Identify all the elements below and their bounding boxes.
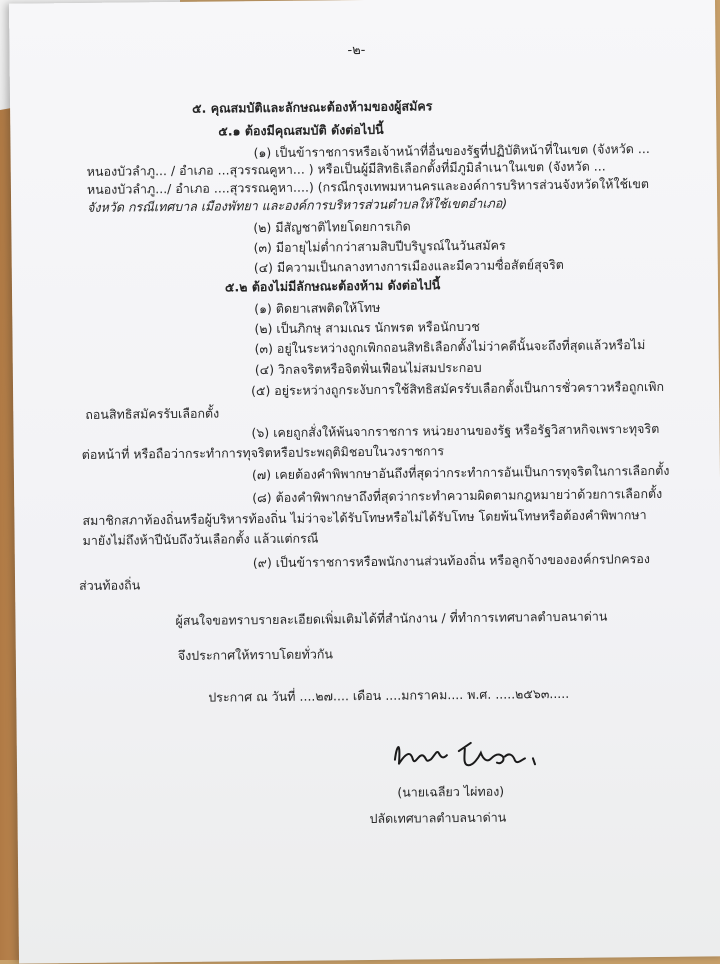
qualification-item-1-cont: หนองบัวลำภู... / อำเภอ ...สุวรรณคูหา... ) หรือเป็นผู้มีสิทธิเลือกตั้งที่มีภูมิลำเนาในเขต (จังหวัด ... — [86, 158, 606, 179]
inquiry-text: ผู้สนใจขอทราบรายละเอียดเพิ่มเติมได้ที่สำนักงาน / ที่ทำการเทศบาลตำบลนาด่าน — [175, 608, 608, 629]
prohibition-item-5: (๕) อยู่ระหว่างถูกระงับการใช้สิทธิสมัครรับเลือกตั้งเป็นการชั่วคราวหรือถูกเพิก — [250, 378, 665, 399]
signer-name: (นายเฉลียว ไผ่ทอง) — [397, 783, 505, 800]
prohibition-item-6: (๖) เคยถูกสั่งให้พ้นจากราชการ หน่วยงานของรัฐ หรือรัฐวิสาหกิจเพราะทุจริต — [251, 420, 660, 441]
prohibition-item-8-cont: สมาชิกสภาท้องถิ่นหรือผู้บริหารท้องถิ่น ไม่ว่าจะได้รับโทษหรือไม่ได้รับโทษ โดยพ้นโทษหรือต้องคำพิพากษา — [82, 507, 647, 528]
prohibition-item-6-cont: ต่อหน้าที่ หรือถือว่ากระทำการทุจริตหรือประพฤติมิชอบในวงราชการ — [81, 443, 445, 462]
announcement-date: ประกาศ ณ วันที่ ....๒๗.... เดือน ....มกราคม.... พ.ศ. .....๒๕๖๓..... — [208, 685, 570, 705]
qualification-item-1-note: จังหวัด กรณีเทศบาล เมืองพัทยา และองค์การบริหารส่วนตำบลให้ใช้เขตอำเภอ) — [87, 195, 508, 215]
prohibition-item-5-cont: ถอนสิทธิสมัครรับเลือกตั้ง — [85, 405, 220, 422]
section-5-2-heading: ๕.๒ ต้องไม่มีลักษณะต้องห้าม ดังต่อไปนี้ — [224, 277, 441, 295]
prohibition-item-2: (๒) เป็นภิกษุ สามเณร นักพรต หรือนักบวช — [254, 318, 480, 337]
qualification-item-1: (๑) เป็นข้าราชการหรือเจ้าหน้าที่อื่นของรัฐที่ปฏิบัติหน้าที่ในเขต (จังหวัด ... — [253, 141, 650, 161]
prohibition-item-9: (๙) เป็นข้าราชการหรือพนักงานส่วนท้องถิ่น หรือลูกจ้างขององค์กรปกครอง — [252, 551, 650, 571]
document-page — [9, 0, 720, 964]
qualification-item-3: (๓) มีอายุไม่ต่ำกว่าสามสิบปีบริบูรณ์ในวันสมัคร — [253, 237, 506, 256]
prohibition-item-9-cont: ส่วนท้องถิ่น — [79, 577, 141, 594]
announcement-text: จึงประกาศให้ทราบโดยทั่วกัน — [177, 646, 333, 663]
prohibition-item-8-cont: มายังไม่ถึงห้าปีนับถึงวันเลือกตั้ง แล้วแต่กรณี — [82, 530, 319, 548]
prohibition-item-7: (๗) เคยต้องคำพิพากษาอันถึงที่สุดว่ากระทำการอันเป็นการทุจริตในการเลือกตั้ง — [251, 462, 670, 483]
section-5-heading: ๕. คุณสมบัติและลักษณะต้องห้ามของผู้สมัคร — [192, 98, 433, 116]
prohibition-item-1: (๑) ติดยาเสพติดให้โทษ — [254, 299, 381, 317]
prohibition-item-3: (๓) อยู่ในระหว่างถูกเพิกถอนสิทธิเลือกตั้งไม่ว่าคดีนั้นจะถึงที่สุดแล้วหรือไม่ — [254, 337, 646, 357]
signer-title: ปลัดเทศบาลตำบลนาด่าน — [369, 809, 507, 826]
qualification-item-1-cont: หนองบัวลำภู.../ อำเภอ ....สุวรรณคูหา....) (กรณีกรุงเทพมหานครและองค์การบริหารส่วนจังหวัดให้ใช้เขต — [86, 176, 650, 197]
handwritten-signature — [387, 728, 548, 780]
qualification-item-2: (๒) มีสัญชาติไทยโดยการเกิด — [253, 218, 411, 236]
prohibition-item-4: (๔) วิกลจริตหรือจิตฟั่นเฟือนไม่สมประกอบ — [254, 359, 482, 378]
prohibition-item-8: (๘) ต้องคำพิพากษาถึงที่สุดว่ากระทำความผิดตามกฎหมายว่าด้วยการเลือกตั้ง — [252, 485, 663, 506]
page-number: -๒- — [347, 42, 366, 59]
qualification-item-4: (๔) มีความเป็นกลางทางการเมืองและมีความซื่อสัตย์สุจริต — [253, 256, 564, 276]
section-5-1-heading: ๕.๑ ต้องมีคุณสมบัติ ดังต่อไปนี้ — [218, 121, 384, 139]
